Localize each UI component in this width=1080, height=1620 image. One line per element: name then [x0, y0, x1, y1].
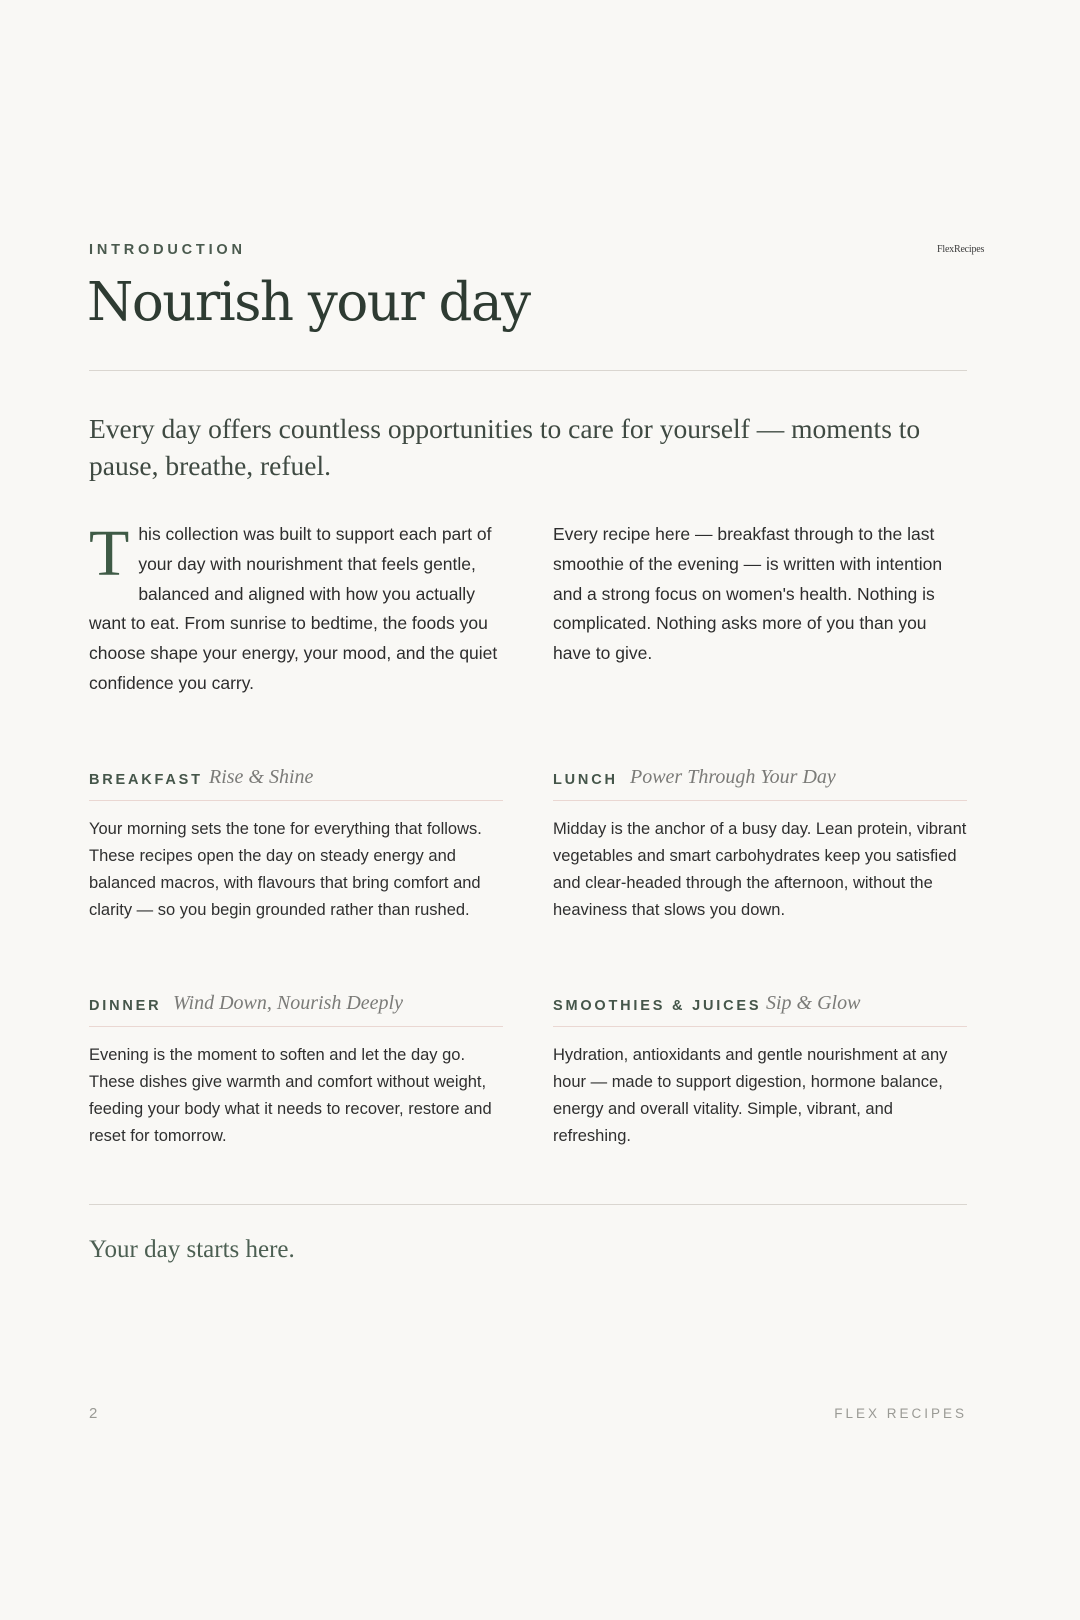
- page-number: 2: [89, 1405, 98, 1422]
- brand-logo: FlexRecipes: [937, 244, 985, 255]
- section-label: DINNER: [89, 998, 162, 1014]
- closing-divider: [89, 1204, 967, 1205]
- intro-right-paragraph: Every recipe here — breakfast through to the last smoothie of the evening — is written with intention and a strong focus on women's health. Nothing is complicated. Nothing asks more of you than you have to give.: [553, 524, 943, 664]
- section-body: Evening is the moment to soften and let the day go. These dishes give warmth and comfort without weight, feeding your body what it needs to recover, restore and reset for tomorrow.: [89, 1046, 492, 1145]
- section-body: Midday is the anchor of a busy day. Lean protein, vibrant vegetables and smart carbohydrates keep you satisfied and clear-headed through the afternoon, without the heaviness that slows you down.: [553, 820, 967, 919]
- section-tagline: Sip & Glow: [766, 992, 861, 1014]
- dropcap: T: [89, 517, 130, 590]
- closing-line: Your day starts here.: [89, 1236, 295, 1263]
- title-divider: [89, 370, 967, 371]
- section-tagline: Rise & Shine: [209, 766, 314, 788]
- section-header: [553, 762, 967, 801]
- intro-left-text: his collection was built to support each part of your day with nourishment that feels gentle, balanced and aligned with how you actually want to eat. From sunrise to bedtime, the foods you choose shape your energy, your mood, and the quiet confidence you carry.: [89, 524, 498, 693]
- section-tagline: Wind Down, Nourish Deeply: [173, 992, 403, 1014]
- section-label: BREAKFAST: [89, 772, 203, 788]
- section-header: [553, 988, 967, 1027]
- eyebrow-label: INTRODUCTION: [89, 242, 246, 258]
- section-lunch: [553, 762, 967, 924]
- section-dinner: [89, 988, 503, 1150]
- section-header: [89, 762, 503, 801]
- section-label: LUNCH: [553, 772, 618, 788]
- section-body: Your morning sets the tone for everything that follows. These recipes open the day on steady energy and balanced macros, with flavours that bring comfort and clarity — so you begin grounded rather than rushed.: [89, 820, 482, 919]
- section-header: [89, 988, 503, 1027]
- page-title: Nourish your day: [87, 272, 530, 333]
- lede-text: Every day offers countless opportunities to care for yourself — moments to pause, breathe, refuel.: [89, 413, 921, 481]
- intro-left-paragraph: [89, 517, 501, 699]
- section-smoothies-juices: [553, 988, 967, 1150]
- footer-brand: FLEX RECIPES: [834, 1406, 967, 1421]
- section-breakfast: [89, 762, 503, 924]
- section-label: SMOOTHIES & JUICES: [553, 998, 762, 1014]
- page: [89, 0, 967, 1620]
- section-body: Hydration, antioxidants and gentle nourishment at any hour — made to support digestion, hormone balance, energy and overall vitality. Simple, vibrant, and refreshing.: [553, 1046, 948, 1145]
- section-tagline: Power Through Your Day: [630, 766, 836, 788]
